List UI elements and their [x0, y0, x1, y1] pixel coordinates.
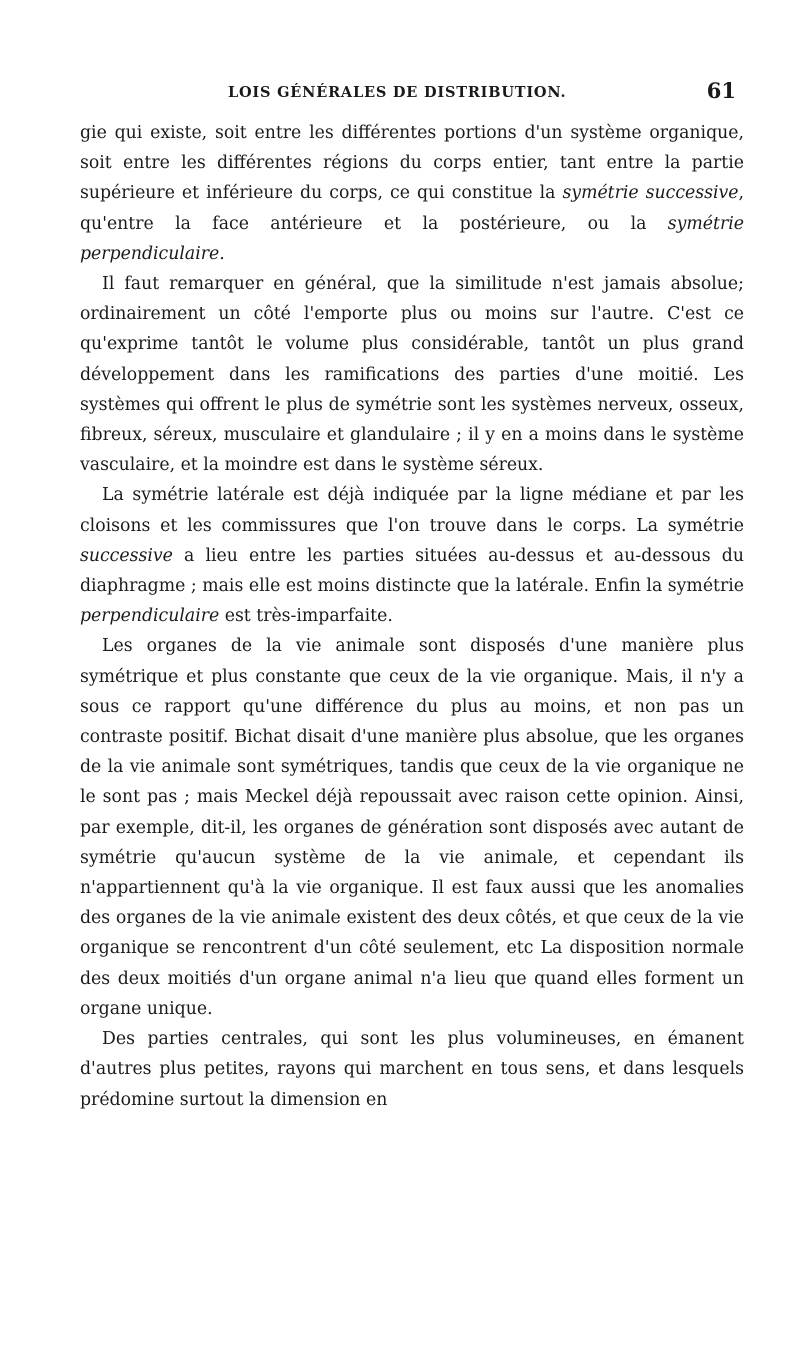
text-run: Il faut remarquer en général, que la similitude n'est jamais absolue; ordinairement un côté l'emporte plus ou moins sur l'autre. C'est ce qu'exprime tantôt le volume plus considérable, tantôt un plus grand développement dans les ramifications des parties d'une moitié. Les systèmes qui offrent le plus de symétrie sont les systèmes nerveux, osseux, fibreux, séreux, musculaire et glandulaire ; il y en a moins dans le système vasculaire, et la moindre est dans le système séreux. — [80, 274, 744, 476]
italic-term: symétrie successive — [562, 183, 739, 204]
text-run: , qu'entre la face antérieure et la postérieure, ou la — [80, 183, 744, 234]
text-run: est très-imparfaite. — [219, 606, 393, 627]
paragraph-5 — [80, 1024, 744, 1115]
paragraph-2 — [80, 269, 744, 480]
paragraph-1 — [80, 118, 744, 269]
paragraph-3 — [80, 480, 744, 631]
running-head — [80, 68, 742, 112]
page-number: 61 — [706, 78, 736, 103]
body-text — [80, 118, 744, 1115]
paragraph-4 — [80, 631, 744, 1024]
text-run: gie qui existe, soit entre les différentes portions d'un système organique, soit entre les différentes régions du corps entier, tant entre la partie supérieure et inférieure du corps, ce qui constitue la — [80, 123, 744, 204]
running-title: LOIS GÉNÉRALES DE DISTRIBUTION. — [228, 84, 567, 101]
italic-term: perpendiculaire — [80, 606, 220, 627]
text-run: a lieu entre les parties situées au-dessus et au-dessous du diaphragme ; mais elle est moins distincte que la latérale. Enfin la symétrie — [80, 545, 744, 597]
text-run: Des parties centrales, qui sont les plus volumineuses, en émanent d'autres plus petites, rayons qui marchent en tous sens, et dans lesquels prédomine surtout la dimension en — [80, 1029, 744, 1110]
italic-term: successive — [80, 545, 173, 566]
text-run: Les organes de la vie animale sont disposés d'une manière plus symétrique et plus constante que ceux de la vie organique. Mais, il n'y a sous ce rapport qu'une différence du plus au moins, et non pas un contraste positif. Bichat disait d'une manière plus absolue, que les organes de la vie animale sont symétriques, tandis que ceux de la vie organique ne le sont pas ; mais Meckel déjà repoussait avec raison cette opinion. Ainsi, par exemple, dit-il, les organes de génération sont disposés avec autant de symétrie qu'aucun système de la vie animale, et cependant ils n'appartiennent qu'à la vie organique. Il est faux aussi que les anomalies des organes de la vie animale existent des deux côtés, et que ceux de la vie organique se rencontrent d'un côté seulement, etc La disposition normale des deux moitiés d'un organe animal n'a lieu que quand elles forment un organe unique. — [80, 636, 744, 1019]
text-run: La symétrie latérale est déjà indiquée par la ligne médiane et par les cloisons et les commissures que l'on trouve dans le corps. La symétrie — [80, 485, 744, 536]
italic-term: symétrie perpendiculaire. — [80, 213, 744, 264]
